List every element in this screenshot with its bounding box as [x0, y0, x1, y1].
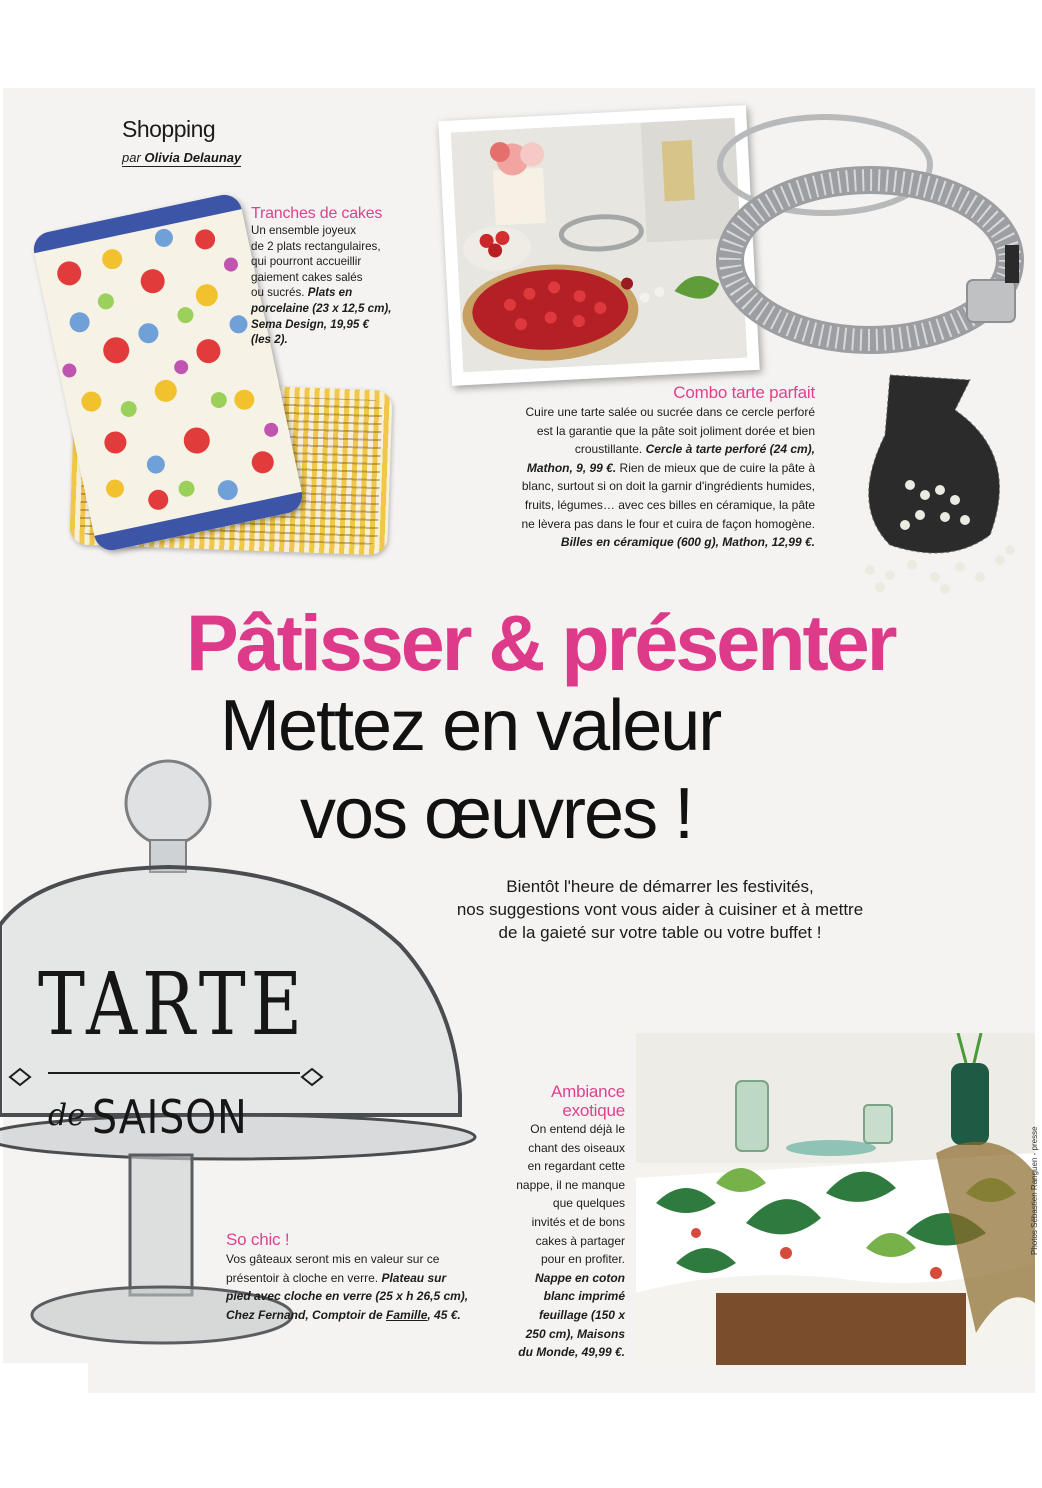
- ambiance-title: [500, 1082, 625, 1120]
- ambiance-credit: blanc imprimé: [543, 1289, 625, 1304]
- byline-author: Olivia Delaunay: [144, 150, 242, 165]
- headline-line2: vos œuvres !: [300, 774, 693, 854]
- ambiance-credit: du Monde, 49,99 €.: [518, 1345, 625, 1360]
- tranches-line: gaiement cakes salés: [251, 270, 363, 284]
- ambiance-credit: Nappe en coton: [534, 1270, 625, 1285]
- sochic-credit: Famille: [386, 1307, 428, 1322]
- tranches-credit: Plats en: [307, 286, 353, 300]
- tranches-credit: Sema Design, 19,95 €: [251, 317, 369, 331]
- ambiance-line: nappe, il ne manque: [516, 1177, 625, 1192]
- ambiance-line: que quelques: [552, 1196, 625, 1211]
- cloche-label-saison: SAISON: [92, 1090, 248, 1144]
- sochic-credit: Plateau sur: [381, 1270, 447, 1285]
- headline-line1: Mettez en valeur: [220, 686, 721, 766]
- ceramic-beads-image: [850, 365, 1025, 595]
- tranches-line: ou sucrés.: [251, 286, 305, 300]
- sochic-line: présentoir à cloche en verre.: [226, 1270, 379, 1285]
- tranches-line: de 2 plats rectangulaires,: [251, 239, 381, 253]
- ambiance-line: chant des oiseaux: [528, 1140, 625, 1155]
- ambiance-title-line: exotique: [562, 1101, 625, 1120]
- combo-line: croustillante.: [574, 442, 643, 457]
- combo-block: [470, 383, 815, 552]
- tranches-line: Un ensemble joyeux: [251, 224, 357, 237]
- combo-text: [470, 403, 815, 552]
- combo-line: Rien de mieux que de cuire la pâte à: [619, 460, 815, 475]
- combo-credit: Mathon, 9, 99 €.: [526, 460, 617, 475]
- photo-credit: Photos Sébastien Ranguen - presse: [1030, 1126, 1039, 1255]
- intro-line: de la gaieté sur votre table ou votre buffet !: [498, 923, 822, 942]
- ambiance-block: [500, 1082, 625, 1362]
- combo-line: fruits, légumes… avec ces billes en céramique, la pâte: [524, 497, 815, 512]
- tranches-title: Tranches de cakes: [251, 205, 383, 222]
- tablecloth-photo: [636, 1033, 1035, 1365]
- combo-line: est la garantie que la pâte soit joliment dorée et bien: [536, 423, 815, 438]
- ambiance-line: pour en profiter.: [540, 1252, 625, 1267]
- sochic-block: [226, 1230, 486, 1324]
- headline-pink: Pâtisser & présenter: [186, 598, 895, 687]
- tranches-credit: porcelaine (23 x 12,5 cm),: [251, 301, 392, 315]
- byline-prefix: par: [122, 150, 141, 165]
- ambiance-line: On entend déjà le: [530, 1122, 625, 1136]
- tranches-text: [251, 223, 411, 348]
- combo-line: ne lèvera pas dans le four et cuira de façon homogène.: [521, 516, 815, 531]
- sochic-credit: pied avec cloche en verre (25 x h 26,5 cm),: [226, 1289, 469, 1303]
- cloche-label-de: de: [48, 1098, 85, 1133]
- combo-credit: Cercle à tarte perforé (24 cm),: [645, 442, 815, 457]
- tranches-line: qui pourront accueillir: [251, 255, 362, 269]
- ambiance-text: [500, 1120, 625, 1362]
- section-title: Shopping: [122, 116, 216, 142]
- tranches-credit: (les 2).: [251, 333, 288, 347]
- tart-ring-image: [705, 95, 1035, 380]
- combo-credit: Billes en céramique (600 g), Mathon, 12,99 €.: [560, 535, 815, 550]
- sochic-text: [226, 1250, 486, 1324]
- combo-line: Cuire une tarte salée ou sucrée dans ce cercle perforé: [525, 405, 815, 419]
- sochic-credit: Chez Fernand, Comptoir de: [226, 1307, 383, 1322]
- combo-title: Combo tarte parfait: [673, 383, 815, 402]
- combo-line: blanc, surtout si on doit la garnir d'ingrédients humides,: [521, 479, 815, 494]
- ambiance-credit: feuillage (150 x: [538, 1307, 625, 1322]
- ambiance-line: en regardant cette: [527, 1159, 625, 1174]
- ambiance-line: invités et de bons: [531, 1214, 625, 1229]
- intro-line: Bientôt l'heure de démarrer les festivités,: [506, 877, 814, 896]
- ambiance-credit: 250 cm), Maisons: [525, 1326, 625, 1341]
- ambiance-title-line: Ambiance: [551, 1082, 625, 1101]
- ambiance-line: cakes à partager: [535, 1233, 625, 1248]
- sochic-credit: , 45 €.: [427, 1307, 461, 1322]
- tranches-block: [251, 205, 411, 348]
- intro-line: nos suggestions vont vous aider à cuisiner et à mettre: [456, 900, 864, 919]
- sochic-line: Vos gâteaux seront mis en valeur sur ce: [226, 1252, 440, 1266]
- sochic-title: So chic !: [226, 1230, 290, 1249]
- byline: [122, 150, 241, 167]
- cloche-label-tarte: TARTE: [38, 955, 308, 1055]
